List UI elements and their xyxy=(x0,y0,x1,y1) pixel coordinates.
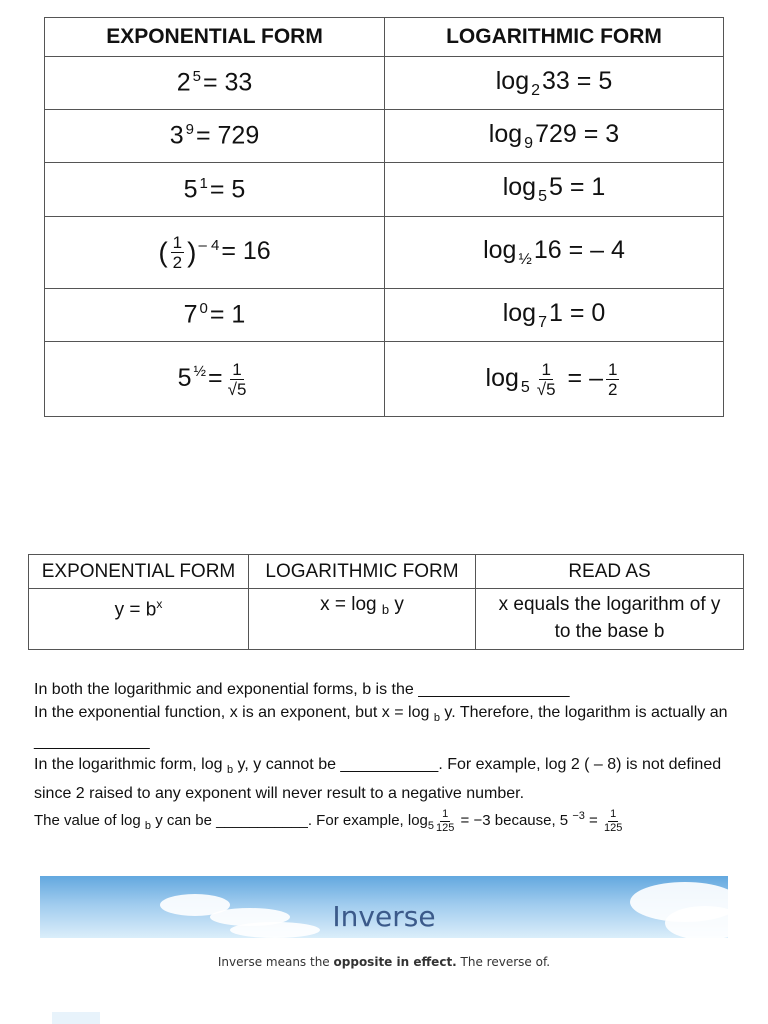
banner-title: Inverse xyxy=(332,900,436,933)
fraction: $\frac{1}{2}$ xyxy=(172,233,183,272)
paragraph-line: In the exponential function, x is an exponent, but x = log $_b$ y. Therefore, the logarithm is actually an _____________ xyxy=(34,704,728,750)
table-row xyxy=(45,163,724,217)
exponential-cell: $y = b^x$ xyxy=(29,589,249,650)
exponential-cell: 2 $^5$= 33 xyxy=(45,57,385,110)
paragraph-line: In the logarithmic form, log $_b$ y, y cannot be ___________. For example, log 2 ( – 8) is not defined since 2 raised to any exponent will never result to a negative number. xyxy=(34,756,722,802)
exponential-cell: ( $\frac{1}{2}$ ) $^{- 4}$= 16 xyxy=(45,217,385,289)
exponential-logarithmic-table xyxy=(44,17,724,417)
paragraph-line: The value of log $_b$ y can be ___________. For example, $\log_5$ $\frac{1}{125}$ = −3 because, 5 $^{-3}$ = $\frac{1}{125}$ xyxy=(34,807,623,834)
fraction: $\frac{1}{√5}$ xyxy=(536,359,556,399)
logarithmic-cell: log $_5$ $\frac{1}{√5}$ = – $\frac{1}{2}$ xyxy=(385,342,724,417)
table-row xyxy=(45,289,724,342)
logarithmic-cell: log $_5$5 = 1 xyxy=(385,163,724,217)
table-row xyxy=(45,110,724,163)
logarithmic-cell: log $_7$1 = 0 xyxy=(385,289,724,342)
header-logarithmic-form: LOGARITHMIC FORM xyxy=(385,18,724,57)
read-as-cell: x equals the logarithm of y to the base b xyxy=(476,589,744,650)
logarithmic-cell: x = log $_b$ y xyxy=(249,589,476,650)
header-read-as: READ AS xyxy=(476,555,744,589)
table-row xyxy=(45,342,724,417)
fraction: $\frac{1}{125}$ xyxy=(436,807,455,834)
fraction: $\frac{1}{√5}$ xyxy=(227,359,247,399)
paragraph-line: In both the logarithmic and exponential forms, b is the _________________ xyxy=(34,681,570,698)
fraction: $\frac{1}{125}$ xyxy=(603,807,623,834)
header-logarithmic-form: LOGARITHMIC FORM xyxy=(249,555,476,589)
table-row xyxy=(45,217,724,289)
logarithmic-cell: log $_{\frac{1}{2}}$16 = – 4 xyxy=(385,217,724,289)
logarithmic-cell: log $_9$729 = 3 xyxy=(385,110,724,163)
header-exponential-form: EXPONENTIAL FORM xyxy=(29,555,249,589)
logarithmic-cell: log $_2$33 = 5 xyxy=(385,57,724,110)
fraction: $\frac{1}{2}$ xyxy=(608,359,618,399)
table-row xyxy=(45,57,724,110)
exponential-cell: 7 $^0$= 1 xyxy=(45,289,385,342)
explanation-paragraph xyxy=(34,678,734,838)
table-row xyxy=(29,589,744,650)
faint-fragment xyxy=(52,1012,100,1024)
forms-summary-table xyxy=(28,554,744,650)
exponential-cell: 5 $^1$= 5 xyxy=(45,163,385,217)
header-exponential-form: EXPONENTIAL FORM xyxy=(45,18,385,57)
banner-caption: Inverse means the opposite in effect. The reverse of. xyxy=(217,955,551,969)
exponential-cell: 3 $^9$= 729 xyxy=(45,110,385,163)
exponential-cell: 5 $^{\frac{1}{2}}$= $\frac{1}{√5}$ xyxy=(45,342,385,417)
inverse-banner xyxy=(40,876,728,938)
